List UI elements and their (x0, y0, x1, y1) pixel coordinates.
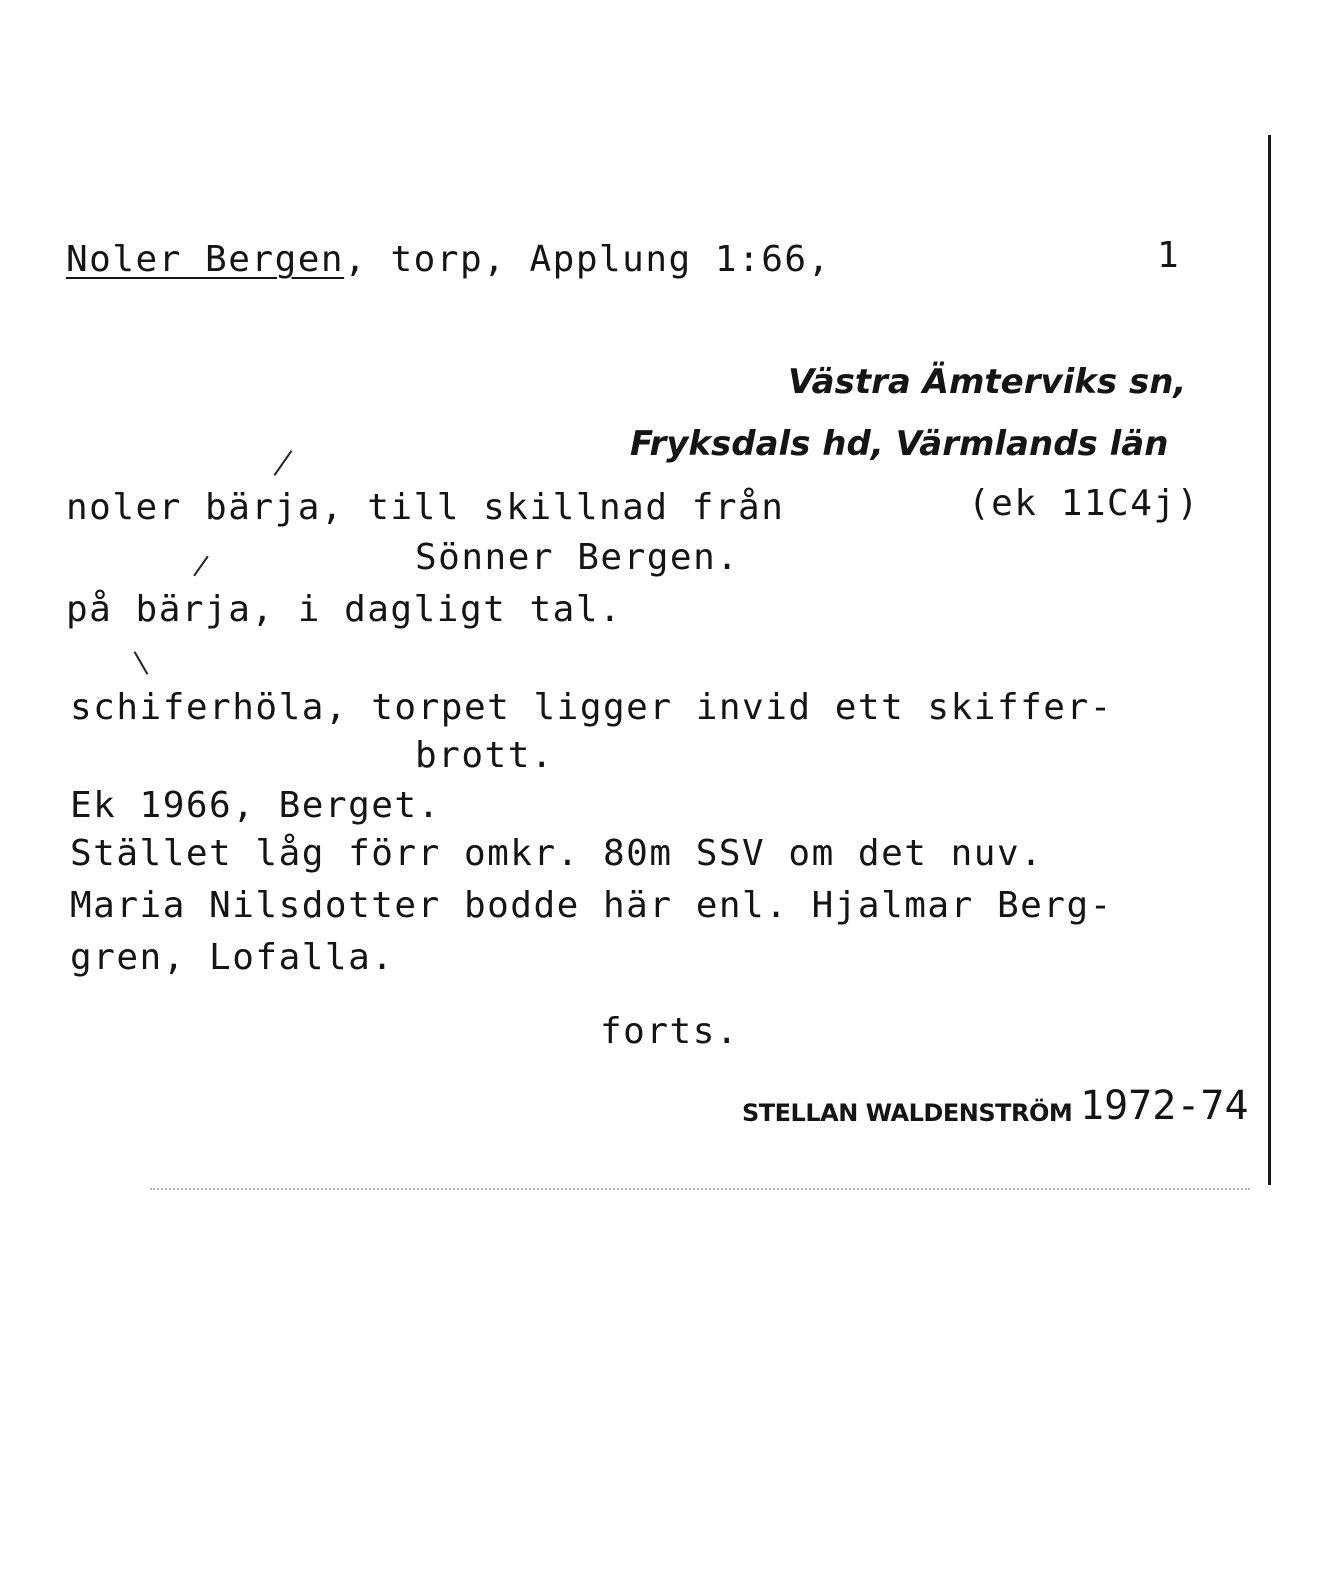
parish-line-2: Fryksdals hd, Värmlands län (630, 424, 1169, 464)
pronunciation-noler: noler bärja, till skillnad från (66, 487, 785, 528)
pronunciation-pa-barja: på bärja, i dagligt tal. (66, 589, 623, 630)
ek-code: (ek 11C4j) (968, 483, 1200, 524)
heading-details: , torp, Applung 1:66, (344, 239, 831, 280)
card-number: 1 (1157, 235, 1181, 276)
collector-stamp: STELLAN WALDENSTRÖM (742, 1099, 1073, 1127)
accent-mark (274, 450, 293, 476)
card-heading (66, 240, 831, 280)
stamp-years: 1972-74 (1080, 1083, 1249, 1129)
pronunciation-schiferhola: schiferhöla, torpet ligger invid ett skiffer- (70, 687, 1113, 728)
accent-mark (193, 556, 208, 577)
forts-label: forts. (600, 1011, 740, 1052)
place-name: Noler Bergen (66, 239, 345, 280)
gren-line: gren, Lofalla. (70, 937, 395, 978)
card-bottom-edge (150, 1188, 1250, 1190)
maria-line: Maria Nilsdotter bodde här enl. Hjalmar Berg- (70, 885, 1113, 926)
stallet-line: Stället låg förr omkr. 80m SSV om det nuv. (70, 833, 1044, 874)
parish-line-1: Västra Ämterviks sn, (788, 362, 1187, 402)
grave-mark (134, 651, 149, 675)
card-edge-line (1268, 135, 1271, 1185)
sonner-bergen: Sönner Bergen. (415, 537, 740, 578)
brott-line: brott. (415, 735, 555, 776)
ek-1966-line: Ek 1966, Berget. (70, 785, 441, 826)
